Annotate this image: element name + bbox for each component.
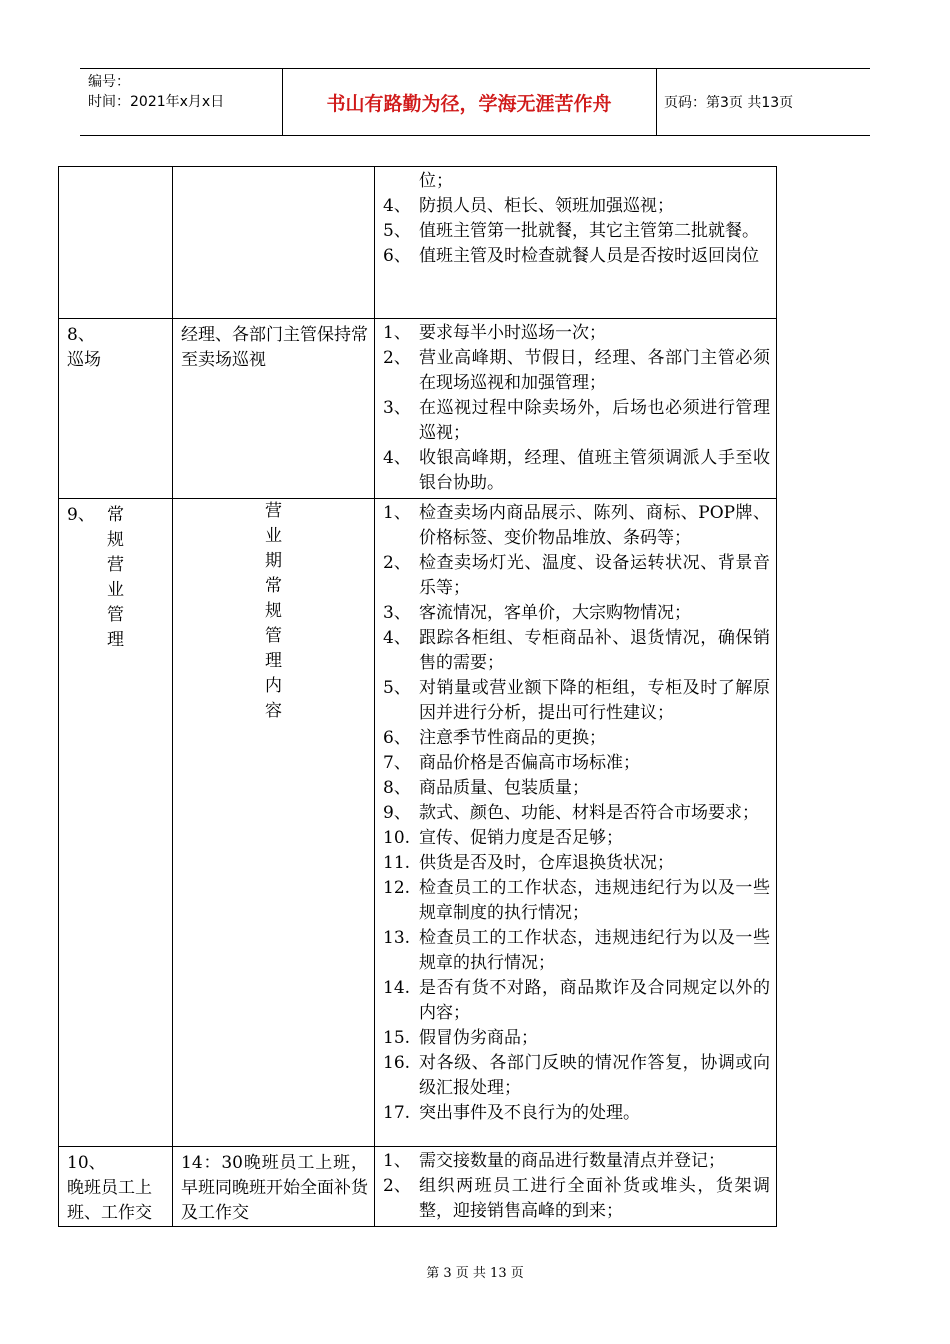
item-number: 6、	[383, 246, 411, 266]
list-item	[383, 244, 770, 269]
item-number: 1、	[383, 503, 411, 523]
item-text: 商品价格是否偏高市场标准；	[419, 753, 640, 773]
row-title-cell	[59, 499, 173, 1147]
row-desc	[173, 167, 374, 171]
row-items-cell	[375, 1147, 777, 1227]
list-item	[383, 676, 770, 726]
row-title-cell	[59, 167, 173, 319]
row-desc-cell	[173, 1147, 375, 1227]
header-motto: 书山有路勤为径，学海无涯苦作舟	[326, 92, 612, 115]
vertical-char: 容	[265, 701, 282, 721]
list-item	[383, 776, 770, 801]
list-item	[383, 1174, 770, 1224]
item-number: 16.	[383, 1053, 411, 1073]
item-number: 4、	[383, 448, 411, 468]
page-header	[80, 68, 870, 136]
item-number: 9、	[383, 803, 411, 823]
item-text: 注意季节性商品的更换；	[419, 728, 606, 748]
vertical-desc	[173, 499, 374, 724]
item-list	[375, 167, 776, 271]
item-text: 检查卖场灯光、温度、设备运转状况、背景音乐等；	[419, 553, 770, 598]
item-text: 对销量或营业额下降的柜组，专柜及时了解原因并进行分析，提出可行性建议；	[419, 678, 770, 723]
item-text: 款式、颜色、功能、材料是否符合市场要求；	[419, 803, 759, 823]
item-number: 1、	[383, 323, 411, 343]
item-number: 13.	[383, 928, 411, 948]
item-number: 2、	[383, 1176, 411, 1196]
item-number: 6、	[383, 728, 411, 748]
vertical-char: 规	[265, 601, 282, 621]
item-text: 值班主管第一批就餐，其它主管第二批就餐。	[419, 221, 759, 241]
header-meta	[88, 72, 224, 112]
row-title	[59, 167, 172, 171]
item-number: 11.	[383, 853, 411, 873]
vertical-char: 业	[107, 580, 124, 600]
table-row	[59, 319, 777, 499]
item-number: 12.	[383, 878, 411, 898]
row-desc: 14：30晚班员工上班，早班同晚班开始全面补货及工作交	[181, 1153, 368, 1223]
list-item	[383, 826, 770, 851]
row-number: 9、	[67, 505, 95, 525]
vertical-char: 规	[107, 530, 124, 550]
item-text: 位；	[419, 171, 453, 191]
item-number: 4、	[383, 628, 411, 648]
list-item	[383, 1026, 770, 1051]
item-text: 营业高峰期、节假日，经理、各部门主管必须在现场巡视和加强管理；	[419, 348, 770, 393]
list-item	[383, 601, 770, 626]
list-item	[383, 446, 770, 496]
row-desc: 经理、各部门主管保持常至卖场巡视	[181, 325, 368, 370]
list-item	[383, 169, 770, 194]
vertical-char: 常	[107, 505, 124, 525]
vertical-char: 期	[265, 551, 282, 571]
item-number: 3、	[383, 603, 411, 623]
item-text: 商品质量、包装质量；	[419, 778, 589, 798]
row-items-cell	[375, 319, 777, 499]
row-desc-cell	[173, 319, 375, 499]
list-item	[383, 219, 770, 244]
item-number: 5、	[383, 221, 411, 241]
list-item	[383, 1149, 770, 1174]
list-item	[383, 876, 770, 926]
item-text: 防损人员、柜长、领班加强巡视；	[419, 196, 674, 216]
item-text: 检查员工的工作状态，违规违纪行为以及一些规章制度的执行情况；	[419, 878, 770, 923]
table-row	[59, 499, 777, 1147]
item-text: 检查员工的工作状态，违规违纪行为以及一些规章的执行情况；	[419, 928, 770, 973]
item-text: 收银高峰期，经理、值班主管须调派人手至收银台协助。	[419, 448, 770, 493]
row-title: 8、 巡场	[67, 325, 101, 370]
item-number: 5、	[383, 678, 411, 698]
list-item	[383, 551, 770, 601]
list-item	[383, 726, 770, 751]
row-items-cell	[375, 499, 777, 1147]
header-page-label: 页码：第3页 共13页	[664, 95, 794, 111]
item-text: 宣传、促销力度是否足够；	[419, 828, 623, 848]
item-number: 2、	[383, 553, 411, 573]
item-number: 4、	[383, 196, 411, 216]
list-item	[383, 194, 770, 219]
table-row	[59, 167, 777, 319]
list-item	[383, 396, 770, 446]
item-number: 3、	[383, 398, 411, 418]
item-text: 跟踪各柜组、专柜商品补、退货情况，确保销售的需要；	[419, 628, 770, 673]
time-label: 时间：2021年x月x日	[88, 94, 225, 110]
list-item	[383, 501, 770, 551]
vertical-char: 管	[107, 605, 124, 625]
list-item	[383, 801, 770, 826]
item-list	[375, 499, 776, 1128]
vertical-title	[59, 503, 124, 653]
item-text: 要求每半小时巡场一次；	[419, 323, 606, 343]
header-divider	[656, 68, 657, 136]
list-item	[383, 751, 770, 776]
list-item	[383, 851, 770, 876]
item-text: 供货是否及时，仓库退换货状况；	[419, 853, 674, 873]
item-number: 7、	[383, 753, 411, 773]
vertical-char: 业	[265, 526, 282, 546]
code-label: 编号：	[88, 74, 130, 90]
vertical-char: 常	[265, 576, 282, 596]
vertical-char: 管	[265, 626, 282, 646]
row-title-cell	[59, 319, 173, 499]
item-list	[375, 319, 776, 498]
vertical-char: 营	[265, 501, 282, 521]
list-item	[383, 626, 770, 676]
vertical-char: 内	[265, 676, 282, 696]
procedure-table	[58, 166, 777, 1227]
vertical-char: 营	[107, 555, 124, 575]
item-text: 检查卖场内商品展示、陈列、商标、POP牌、价格标签、变价物品堆放、条码等；	[419, 503, 770, 548]
item-number: 8、	[383, 778, 411, 798]
list-item	[383, 321, 770, 346]
list-item	[383, 1051, 770, 1101]
item-number: 1、	[383, 1151, 411, 1171]
vertical-char: 理	[107, 630, 124, 650]
row-title-cell	[59, 1147, 173, 1227]
item-text: 是否有货不对路，商品欺诈及合同规定以外的内容；	[419, 978, 770, 1023]
item-number: 10.	[383, 828, 411, 848]
list-item	[383, 976, 770, 1026]
item-number: 14.	[383, 978, 411, 998]
item-text: 需交接数量的商品进行数量清点并登记；	[419, 1151, 725, 1171]
item-number: 2、	[383, 348, 411, 368]
row-desc-cell	[173, 499, 375, 1147]
item-text: 组织两班员工进行全面补货或堆头，货架调整，迎接销售高峰的到来；	[419, 1176, 770, 1221]
list-item	[383, 926, 770, 976]
row-items-cell	[375, 167, 777, 319]
item-text: 对各级、各部门反映的情况作答复，协调或向级汇报处理；	[419, 1053, 770, 1098]
item-text: 突出事件及不良行为的处理。	[419, 1103, 640, 1123]
list-item	[383, 346, 770, 396]
item-text: 客流情况，客单价，大宗购物情况；	[419, 603, 691, 623]
list-item	[383, 1101, 770, 1126]
table-row	[59, 1147, 777, 1227]
row-desc-cell	[173, 167, 375, 319]
item-number: 15.	[383, 1028, 411, 1048]
page-footer: 第 3 页 共 13 页	[426, 1266, 524, 1281]
item-number: 17.	[383, 1103, 411, 1123]
item-text: 假冒伪劣商品；	[419, 1028, 538, 1048]
item-list	[375, 1147, 776, 1226]
item-text: 在巡视过程中除卖场外，后场也必须进行管理巡视；	[419, 398, 770, 443]
item-text: 值班主管及时检查就餐人员是否按时返回岗位	[419, 246, 759, 266]
row-title: 10、 晚班员工上班、工作交	[67, 1153, 152, 1223]
vertical-char: 理	[265, 651, 282, 671]
item-number	[383, 169, 419, 194]
